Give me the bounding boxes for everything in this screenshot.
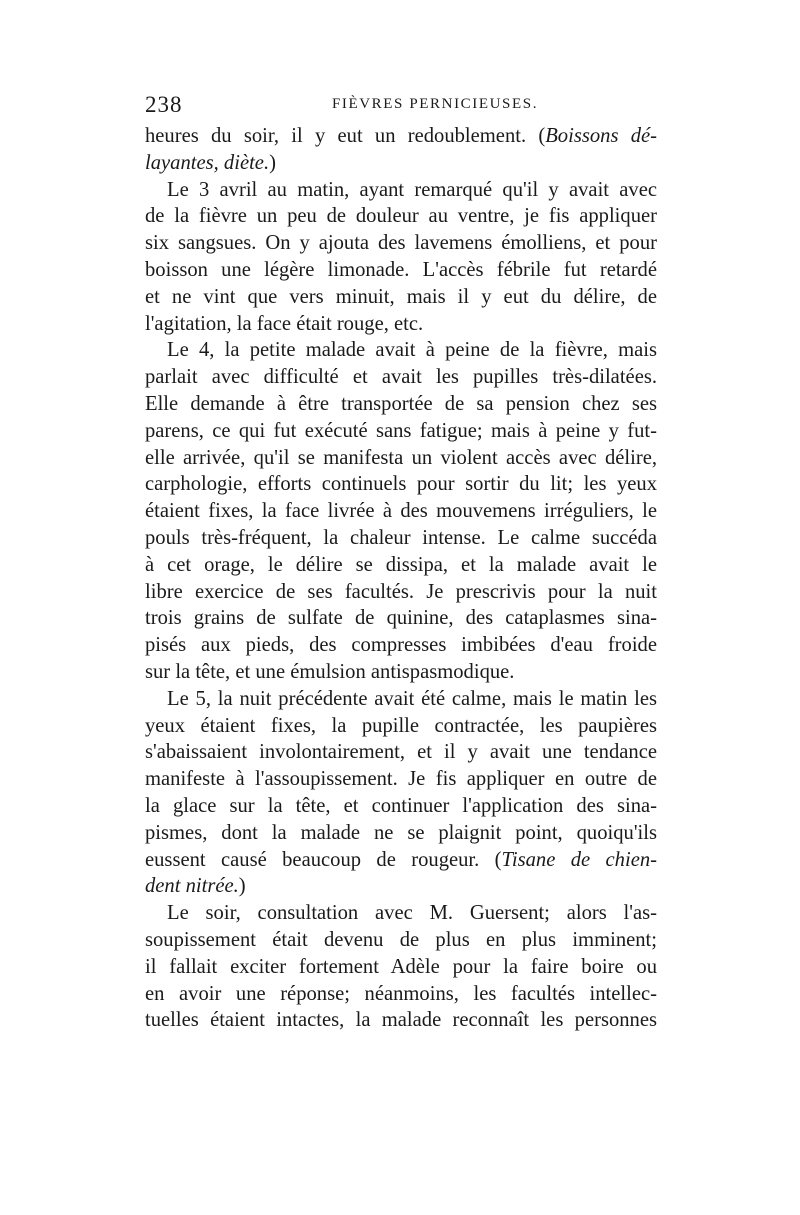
text-line: [145, 713, 657, 740]
line-text: et ne vint que vers minuit, mais il y eut du délire, de: [145, 285, 657, 308]
italic-text: Boissons dé-: [545, 125, 657, 147]
text-line: [145, 686, 657, 713]
text-line: [145, 391, 657, 418]
line-text: carphologie, efforts continuels pour sortir du lit; les yeux: [145, 473, 657, 496]
line-text: il fallait exciter fortement Adèle pour la faire boire ou: [145, 955, 657, 978]
line-text: la glace sur la tête, et continuer l'application des sina-: [145, 794, 657, 817]
line-text: parens, ce qui fut exécuté sans fatigue; mais à peine y fut-: [145, 419, 657, 442]
text-line: [145, 552, 657, 579]
text-line: [145, 793, 657, 820]
text-line: [145, 471, 657, 498]
text-line: [145, 766, 657, 793]
text-line: [145, 311, 657, 338]
line-text: Le 3 avril au matin, ayant remarqué qu'il y avait avec: [167, 178, 657, 201]
text-line: [145, 203, 657, 230]
line-text: Le 4, la petite malade avait à peine de la fièvre, mais: [167, 339, 657, 362]
line-text: trois grains de sulfate de quinine, des cataplasmes sina-: [145, 607, 657, 630]
text-line: [145, 820, 657, 847]
text-line: [145, 337, 657, 364]
text-line: [145, 632, 657, 659]
line-text: ): [238, 875, 246, 898]
text-line: [145, 954, 657, 981]
text-line: [145, 123, 657, 150]
body-text: [145, 123, 657, 1034]
line-text: Elle demande à être transportée de sa pension chez ses: [145, 392, 657, 415]
line-text: parlait avec difficulté et avait les pupilles très-dilatées.: [145, 366, 657, 389]
text-line: [145, 927, 657, 954]
line-text: six sangsues. On y ajouta des lavemens émolliens, et pour: [145, 232, 657, 255]
line-text: elle arrivée, qu'il se manifesta un violent accès avec délire,: [145, 446, 657, 469]
text-line: [145, 659, 657, 686]
line-text: pouls très-fréquent, la chaleur intense. Le calme succéda: [145, 526, 657, 549]
line-text: ): [269, 151, 276, 174]
line-text: en avoir une réponse; néanmoins, les facultés intellec-: [145, 982, 657, 1005]
text-line: [145, 364, 657, 391]
text-line: [145, 257, 657, 284]
page-number: 238: [145, 92, 183, 117]
text-line: [145, 873, 657, 900]
line-text: sur la tête, et une émulsion antispasmodique.: [145, 660, 515, 683]
text-line: [145, 739, 657, 766]
line-text: de la fièvre un peu de douleur au ventre, je fis appliquer: [145, 205, 657, 228]
line-text: pismes, dont la malade ne se plaignit point, quoiqu'ils: [145, 821, 657, 844]
text-line: [145, 900, 657, 927]
italic-text: layantes, diète.: [145, 151, 270, 174]
line-text: eussent causé beaucoup de rougeur. (: [145, 848, 502, 871]
line-text: l'agitation, la face était rouge, etc.: [145, 312, 424, 335]
text-line: [145, 177, 657, 204]
text-line: [145, 230, 657, 257]
line-text: s'abaissaient involontairement, et il y avait une tendance: [145, 741, 657, 764]
text-line: [145, 605, 657, 632]
running-title: FIÈVRES PERNICIEUSES.: [331, 96, 539, 112]
line-text: Le soir, consultation avec M. Guersent; alors l'as-: [167, 902, 657, 925]
line-text: libre exercice de ses facultés. Je prescrivis pour la nuit: [145, 580, 657, 603]
text-line: [145, 445, 657, 472]
line-text: heures du soir, il y eut un redoublement. (: [145, 125, 546, 147]
line-text: tuelles étaient intactes, la malade reconnaît les personnes: [145, 1009, 657, 1032]
text-line: [145, 150, 657, 177]
line-text: à cet orage, le délire se dissipa, et la malade avait le: [145, 553, 657, 576]
text-line: [145, 418, 657, 445]
line-text: manifeste à l'assoupissement. Je fis appliquer en outre de: [145, 768, 657, 791]
text-line: [145, 525, 657, 552]
text-line: [145, 498, 657, 525]
line-text: étaient fixes, la face livrée à des mouvemens irréguliers, le: [145, 500, 657, 523]
italic-text: Tisane de chien-: [501, 848, 657, 871]
italic-text: dent nitrée.: [145, 875, 239, 898]
line-text: Le 5, la nuit précédente avait été calme, mais le matin les: [167, 687, 657, 710]
text-line: [145, 847, 657, 874]
text-line: [145, 284, 657, 311]
page-header: [145, 92, 657, 118]
line-text: soupissement était devenu de plus en plus imminent;: [145, 928, 657, 951]
line-text: yeux étaient fixes, la pupille contractée, les paupières: [145, 714, 657, 737]
line-text: boisson une légère limonade. L'accès fébrile fut retardé: [145, 258, 657, 281]
text-line: [145, 579, 657, 606]
line-text: pisés aux pieds, des compresses imbibées d'eau froide: [145, 634, 657, 657]
text-line: [145, 1007, 657, 1034]
text-line: [145, 981, 657, 1008]
